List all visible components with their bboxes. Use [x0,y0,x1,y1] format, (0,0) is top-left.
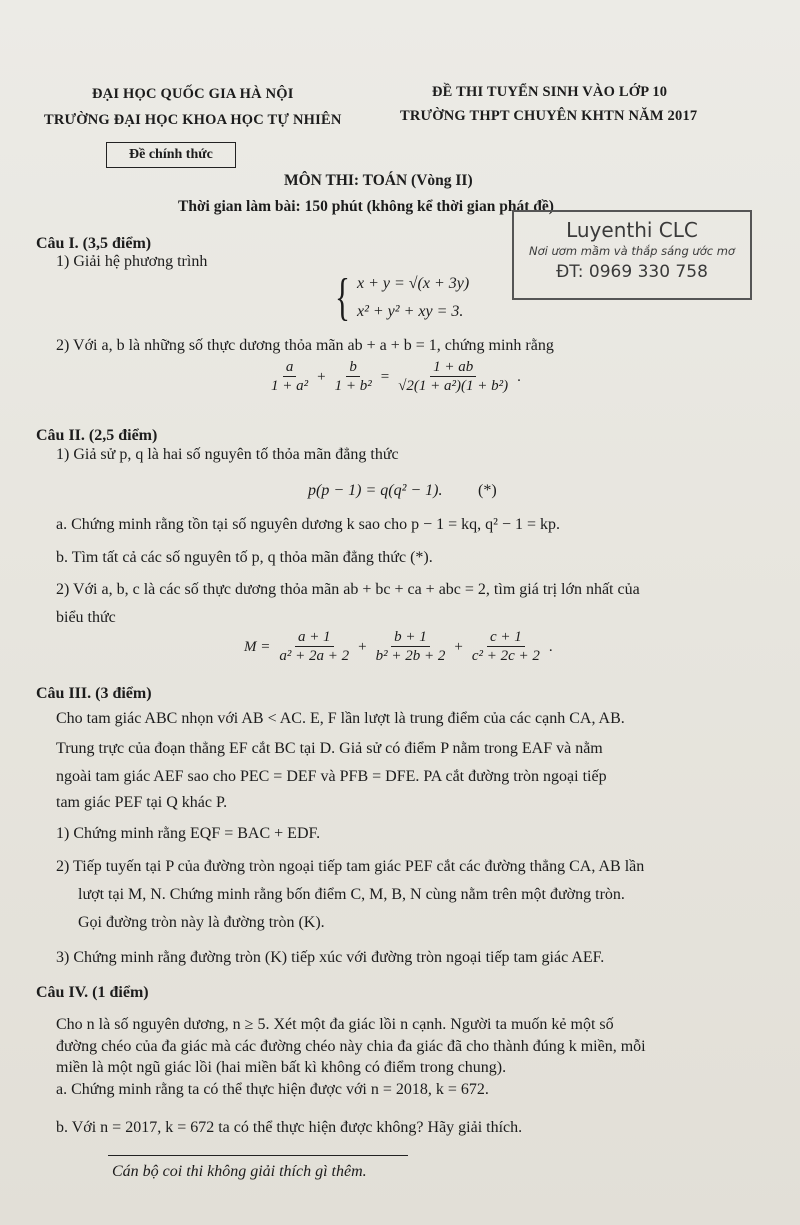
official-badge: Đề chính thức [106,142,236,168]
time-limit: Thời gian làm bài: 150 phút (không kể thời gian phát đề) [178,198,554,215]
question-4-line-1: Cho n là số nguyên dương, n ≥ 5. Xét một đa giác lồi n cạnh. Người ta muốn kẻ một số [56,1016,614,1033]
plus-sign: + [317,368,326,385]
equals-sign: = [380,368,390,385]
stamp-phone: ĐT: 0969 330 758 [556,262,708,282]
publisher-stamp [512,210,752,300]
question-3-line-4: tam giác PEF tại Q khác P. [56,794,228,811]
question-4-title: Câu IV. (1 điểm) [36,984,149,1001]
university-name: ĐẠI HỌC QUỐC GIA HÀ NỘI [92,86,294,102]
system-equation-1: x + y = √(x + 3y) [356,275,470,292]
fraction-c-term: $\frac{c + 1}{\text{c² + 2c + 2}}$ [471,629,540,664]
exam-title: ĐỀ THI TUYỂN SINH VÀO LỚP 10 [432,84,668,100]
equation-system [330,270,469,326]
prime-equation: p(p − 1) = q(q² − 1). [308,482,443,499]
question-3-line-2: Trung trực của đoạn thẳng EF cắt BC tại D. Giả sử có điểm P nằm trong EAF và nằm [56,740,603,757]
inequality-formula [268,358,521,397]
question-4-part-a: a. Chứng minh rằng ta có thể thực hiện được với n = 2018, k = 672. [56,1081,489,1098]
question-1-part-2: 2) Với a, b là những số thực dương thỏa mãn ab + a + b = 1, chứng minh rằng [56,337,554,354]
question-2-part-b: b. Tìm tất cả các số nguyên tố p, q thỏa mãn đẳng thức (*). [56,549,433,566]
period: . [517,368,521,385]
question-2-part-1: 1) Giả sử p, q là hai số nguyên tố thỏa mãn đẳng thức [56,446,399,463]
subject-title: MÔN THI: TOÁN (Vòng II) [284,172,473,189]
plus-sign: + [358,638,367,655]
question-3-part-2: 2) Tiếp tuyến tại P của đường tròn ngoại tiếp tam giác PEF cắt các đường thẳng CA, AB lần [56,858,645,875]
fraction-a: $\frac{a}{\text{1 + a²}}$ [271,359,309,394]
stamp-slogan: Nơi ươm mầm và thắp sáng ước mơ [529,244,735,258]
question-3-part-1: 1) Chứng minh rằng EQF = BAC + EDF. [56,825,321,842]
question-3-title: Câu III. (3 điểm) [36,685,152,702]
faculty-name: TRƯỜNG ĐẠI HỌC KHOA HỌC TỰ NHIÊN [44,112,342,128]
question-2-part-2: 2) Với a, b, c là các số thực dương thỏa mãn ab + bc + ca + abc = 2, tìm giá trị lớn nhất của [56,581,640,598]
question-2-title: Câu II. (2,5 điểm) [36,427,158,444]
question-2-part-a: a. Chứng minh rằng tồn tại số nguyên dương k sao cho p − 1 = kq, q² − 1 = kp. [56,516,560,533]
question-3-line-1: Cho tam giác ABC nhọn với AB < AC. E, F lần lượt là trung điểm của các cạnh CA, AB. [56,710,625,727]
footer-divider [108,1155,408,1156]
max-expression [244,628,553,667]
fraction-rhs: $\frac{1 + ab}{\text{√2(1 + a²)(1 + b²)}}$ [398,359,509,394]
question-1-title: Câu I. (3,5 điểm) [36,235,152,252]
question-3-part-2-cont: lượt tại M, N. Chứng minh rằng bốn điểm C, M, B, N cùng nằm trên một đường tròn. [78,886,625,903]
question-3-part-2-end: Gọi đường tròn này là đường tròn (K). [78,914,325,931]
equation-tag: (*) [478,482,497,499]
question-1-part-1: 1) Giải hệ phương trình [56,253,208,270]
expression-lhs: M = [244,638,271,655]
fraction-b: $\frac{b}{\text{1 + b²}}$ [334,359,372,394]
left-brace-icon: { [334,269,350,326]
question-4-line-2: đường chéo của đa giác mà các đường chéo này chia đa giác đã cho thành đúng k miền, mỗi [56,1038,646,1055]
footer-note: Cán bộ coi thi không giải thích gì thêm. [112,1163,367,1180]
plus-sign: + [454,638,463,655]
question-3-part-3: 3) Chứng minh rằng đường tròn (K) tiếp xúc với đường tròn ngoại tiếp tam giác AEF. [56,949,605,966]
question-2-part-2-cont: biểu thức [56,609,116,626]
stamp-name: Luyenthi CLC [566,218,698,242]
system-equation-2: x² + y² + xy = 3. [356,303,464,320]
fraction-b-term: $\frac{b + 1}{\text{b² + 2b + 2}}$ [375,629,446,664]
school-year: TRƯỜNG THPT CHUYÊN KHTN NĂM 2017 [400,108,698,124]
fraction-a-term: $\frac{a + 1}{\text{a² + 2a + 2}}$ [279,629,350,664]
question-4-line-3: miền là một ngũ giác lồi (hai miền bất kì không có điểm trong chung). [56,1059,507,1076]
question-4-part-b: b. Với n = 2017, k = 672 ta có thể thực hiện được không? Hãy giải thích. [56,1119,523,1136]
period: . [548,638,553,655]
question-3-line-3: ngoài tam giác AEF sao cho PEC = DEF và PFB = DFE. PA cắt đường tròn ngoại tiếp [56,768,607,785]
